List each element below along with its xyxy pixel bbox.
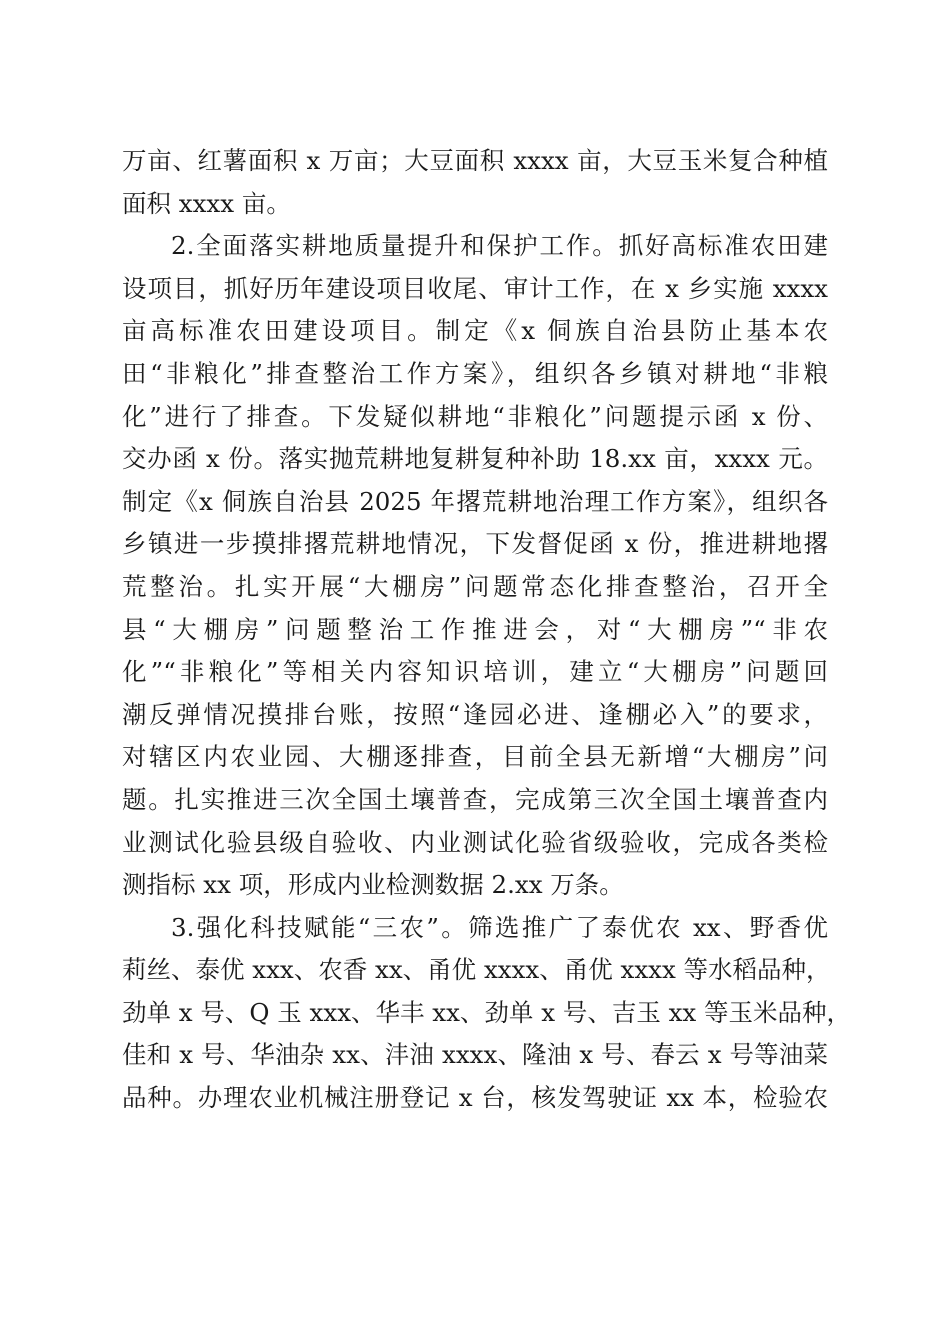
text-line: 劲单 x 号、Q 玉 xxx、华丰 xx、劲单 x 号、吉玉 xx 等玉米品种， [122,997,852,1027]
paragraph-planting-area [122,140,828,225]
text-line: 面积 xxxx 亩。 [122,188,291,218]
text-line: 佳和 x 号、华油杂 xx、沣油 xxxx、隆油 x 号、春云 x 号等油菜 [122,1040,828,1070]
text-line: 田“非粮化”排查整治工作方案》，组织各乡镇对耕地“非粮 [122,358,828,388]
text-line: 设项目，抓好历年建设项目收尾、审计工作，在 x 乡实施 xxxx [122,273,828,303]
text-line: 亩高标准农田建设项目。制定《x 侗族自治县防止基本农 [122,316,828,346]
text-line: 万亩、红薯面积 x 万亩；大豆面积 xxxx 亩，大豆玉米复合种植 [122,146,828,175]
text-line: 乡镇进一步摸排撂荒耕地情况，下发督促函 x 份，推进耕地撂 [122,529,828,559]
text-line: 测指标 xx 项，形成内业检测数据 2.xx 万条。 [122,870,624,900]
text-line: 荒整治。扎实开展“大棚房”问题常态化排查整治，召开全 [122,571,828,601]
paragraph-tech-empowerment [122,907,852,1120]
text-line: 化”“非粮化”等相关内容知识培训，建立“大棚房”问题回 [122,657,828,687]
text-line: 对辖区内农业园、大棚逐排查，目前全县无新增“大棚房”问 [122,742,828,772]
text-line: 莉丝、泰优 xxx、农香 xx、甬优 xxxx、甬优 xxxx 等水稻品种， [122,955,831,985]
text-line: 县“大棚房”问题整治工作推进会，对“大棚房”“非农 [122,614,828,644]
paragraph-farmland-protection [122,225,828,907]
document-body [122,140,852,1120]
text-line: 化”进行了排查。下发疑似耕地“非粮化”问题提示函 x 份、 [122,401,828,431]
text-line: 潮反弹情况摸排台账，按照“逢园必进、逢棚必入”的要求， [122,699,828,729]
text-line: 3.强化科技赋能“三农”。筛选推广了泰优农 xx、野香优 [171,912,828,942]
text-line: 2.全面落实耕地质量提升和保护工作。抓好高标准农田建 [171,231,828,261]
text-line: 制定《x 侗族自治县 2025 年撂荒耕地治理工作方案》，组织各 [122,486,828,516]
text-line: 交办函 x 份。落实抛荒耕地复耕复种补助 18.xx 亩，xxxx 元。 [122,444,828,474]
text-line: 题。扎实推进三次全国土壤普查，完成第三次全国土壤普查内 [122,784,828,814]
text-line: 品种。办理农业机械注册登记 x 台，核发驾驶证 xx 本，检验农 [122,1083,828,1113]
text-line: 业测试化验县级自验收、内业测试化验省级验收，完成各类检 [122,827,828,857]
